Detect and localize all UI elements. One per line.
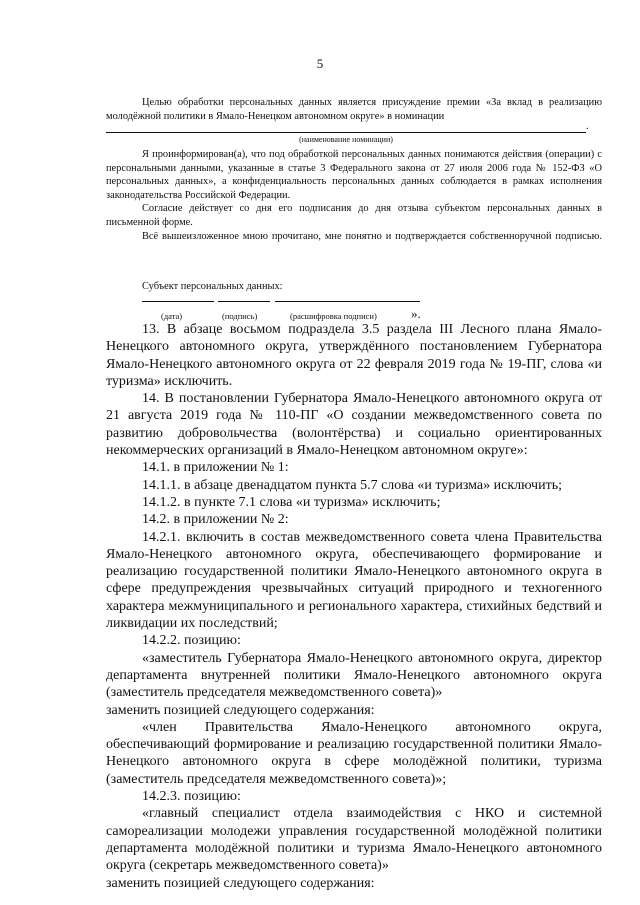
replace-with-2: заменить позицией следующего содержания: [106, 875, 375, 891]
nomination-blank-line [106, 126, 586, 133]
paragraph-14-2-1: 14.2.1. включить в состав межведомственного совета члена Правительства Ямало-Ненецкого автономного округа, обеспечивающего формирование и реализацию государственной политики Ямало-Ненецкого автономного округа в сфере предупреждения чрезвычайных ситуаций природного и техногенного характера межмуниципального и регионального характера, стихийных бедствий и ликвидации их последствий; [106, 529, 602, 632]
main-body [106, 321, 602, 892]
subject-label: Субъект персональных данных: [142, 281, 283, 292]
consent-purpose: Целью обработки персональных данных является присуждение премии «За вклад в реализацию молодёжной политики в Ямало-Ненецком автономном округе» в номинации [106, 97, 602, 122]
transcript-line [275, 301, 420, 302]
position-new-government-member: «член Правительства Ямало-Ненецкого автономного округа, обеспечивающий формирование и реализацию государственной политики Ямало-Ненецкого автономного округа в сфере молодёжной политики, туризма (заместитель председателя межведомственного совета)»; [106, 719, 602, 787]
paragraph-14-1-2: 14.1.2. в пункте 7.1 слова «и туризма» исключить; [142, 494, 441, 510]
position-old-chief-specialist: «главный специалист отдела взаимодействия с НКО и системной самореализации молодежи управления государственной молодёжной политики департамента молодёжной политики и туризма Ямало-Ненецкого автономного округа (секретарь межведомственного совета)» [106, 806, 602, 874]
nomination-end: . [586, 121, 589, 132]
nomination-caption: (наименование номинации) [299, 135, 393, 144]
paragraph-14-1-1: 14.1.1. в абзаце двенадцатом пункта 5.7 слова «и туризма» исключить; [142, 477, 562, 493]
paragraph-14-1: 14.1. в приложении № 1: [142, 460, 289, 476]
paragraph-14-2-2: 14.2.2. позицию: [142, 633, 241, 649]
consent-body-block [106, 148, 602, 243]
position-old-deputy-governor: «заместитель Губернатора Ямало-Ненецкого автономного округа, директор департамента внутренней политики Ямало-Ненецкого автономного округа (заместитель председателя межведомственного совета)» [106, 650, 602, 701]
page-number: 5 [316, 56, 324, 71]
caption-transcript: (расшифровка подписи) [290, 311, 377, 321]
closing-quote: ». [411, 306, 421, 321]
date-line [142, 301, 214, 302]
replace-with-1: заменить позицией следующего содержания: [106, 702, 375, 718]
caption-date: (дата) [161, 311, 183, 321]
signature-line [218, 301, 270, 302]
paragraph-14-2: 14.2. в приложении № 2: [142, 512, 289, 528]
caption-signature: (подпись) [222, 311, 258, 321]
consent-informed: Я проинформирован(а), что под обработкой персональных данных понимаются действия (операции) с персональными данными, указанные в статье 3 Федерального закона от 27 июля 2006 года № 152-ФЗ «О персональных данных», а конфиденциальность персональных данных соблюдается в рамках исполнения законодательства Российской Федерации. [106, 149, 602, 201]
consent-confirm: Всё вышеизложенное мною прочитано, мне понятно и подтверждается собственноручной подписью. [142, 230, 602, 242]
paragraph-13: 13. В абзаце восьмом подраздела 3.5 раздела III Лесного плана Ямало-Ненецкого автономного округа, утверждённого постановлением Губернатора Ямало-Ненецкого автономного округа от 22 февраля 2019 года № 19-ПГ, слова «и туризма» исключить. [106, 322, 602, 389]
paragraph-14: 14. В постановлении Губернатора Ямало-Ненецкого автономного округа от 21 августа 2019 года № 110-ПГ «О создании межведомственного совета по развитию добровольчества (волонтёрства) и социально ориентированных некоммерческих организаций в Ямало-Ненецком автономном округе»: [106, 391, 602, 459]
consent-purpose-block [106, 96, 602, 123]
consent-validity: Согласие действует со дня его подписания до дня отзыва субъектом персональных данных в письменной форме. [106, 203, 602, 228]
paragraph-14-2-3: 14.2.3. позицию: [142, 789, 241, 805]
